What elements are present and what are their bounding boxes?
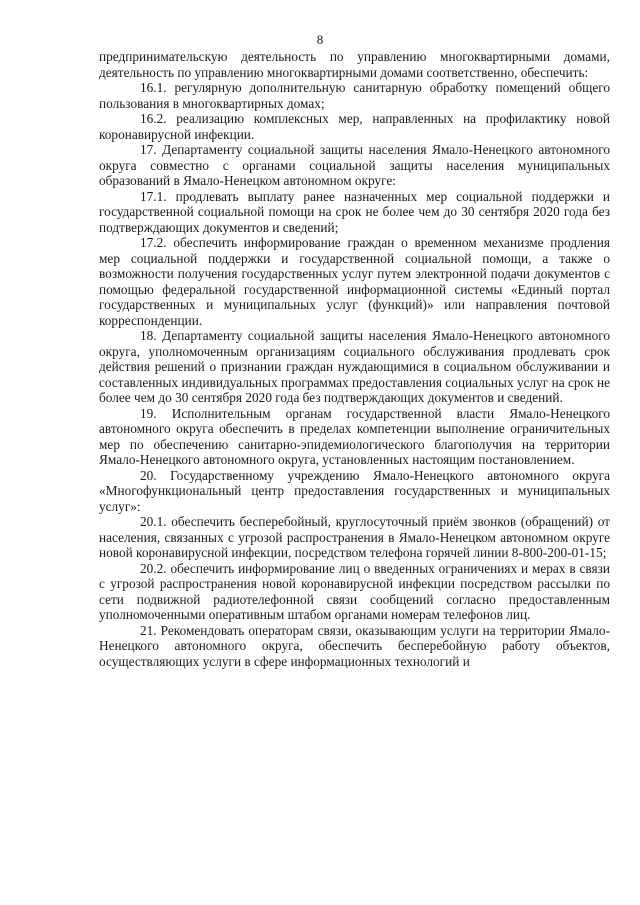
document-body [99, 49, 610, 669]
paragraph-17-2: 17.2. обеспечить информирование граждан о временном механизме продления мер социальной поддержки и государственной социальной помощи, а также о возможности получения государственных услуг путем электронной подачи документов с помощью федеральной государственной информационной системы «Единый портал государственных и муниципальных услуг (функций)» или направления почтовой корреспонденции. [99, 235, 610, 328]
paragraph-20-2: 20.2. обеспечить информирование лиц о введенных ограничениях и мерах в связи с угрозой распространения новой коронавирусной инфекции посредством рассылки по сети подвижной радиотелефонной связи сообщений согласно предоставленным уполномоченными оперативным штабом органами номерам телефонов лиц. [99, 560, 610, 622]
paragraph-16-2: 16.2. реализацию комплексных мер, направленных на профилактику новой коронавирусной инфекции. [99, 111, 610, 142]
paragraph-17-1: 17.1. продлевать выплату ранее назначенных мер социальной поддержки и государственной социальной помощи на срок не более чем до 30 сентября 2020 года без подтверждающих документов и сведений; [99, 188, 610, 235]
paragraph-16-1: 16.1. регулярную дополнительную санитарную обработку помещений общего пользования в многоквартирных домах; [99, 80, 610, 111]
page-number: 8 [316, 32, 324, 47]
paragraph-20: 20. Государственному учреждению Ямало-Ненецкого автономного округа «Многофункциональный центр предоставления государственных и муниципальных услуг»: [99, 467, 610, 514]
paragraph-18: 18. Департаменту социальной защиты населения Ямало-Ненецкого автономного округа, уполномоченным организациям социального обслуживания продлевать срок действия решений о признании граждан нуждающимися в социальном обслуживании и составленных индивидуальных программах предоставления социальных услуг на срок не более чем до 30 сентября 2020 года без подтверждающих документов и сведений. [99, 328, 610, 405]
paragraph-21: 21. Рекомендовать операторам связи, оказывающим услуги на территории Ямало-Ненецкого автономного округа, обеспечить бесперебойную работу объектов, осуществляющих услуги в сфере информационных технологий и [99, 622, 610, 669]
paragraph-17: 17. Департаменту социальной защиты населения Ямало-Ненецкого автономного округа совместно с органами социальной защиты населения муниципальных образований в Ямало-Ненецком автономном округе: [99, 142, 610, 188]
paragraph-20-1: 20.1. обеспечить бесперебойный, круглосуточный приём звонков (обращений) от населения, связанных с угрозой распространения в Ямало-Ненецком автономном округе новой коронавирусной инфекции, посредством телефона горячей линии 8-800-200-01-15; [99, 514, 610, 560]
paragraph-continuation: предпринимательскую деятельность по управлению многоквартирными домами, деятельность по управлению многоквартирными домами соответственно, обеспечить: [99, 49, 610, 80]
paragraph-19: 19. Исполнительным органам государственной власти Ямало-Ненецкого автономного округа обеспечить в пределах компетенции выполнение ограничительных мер по обеспечению санитарно-эпидемиологического благополучия на территории Ямало-Ненецкого автономного округа, установленных настоящим постановлением. [99, 405, 610, 467]
